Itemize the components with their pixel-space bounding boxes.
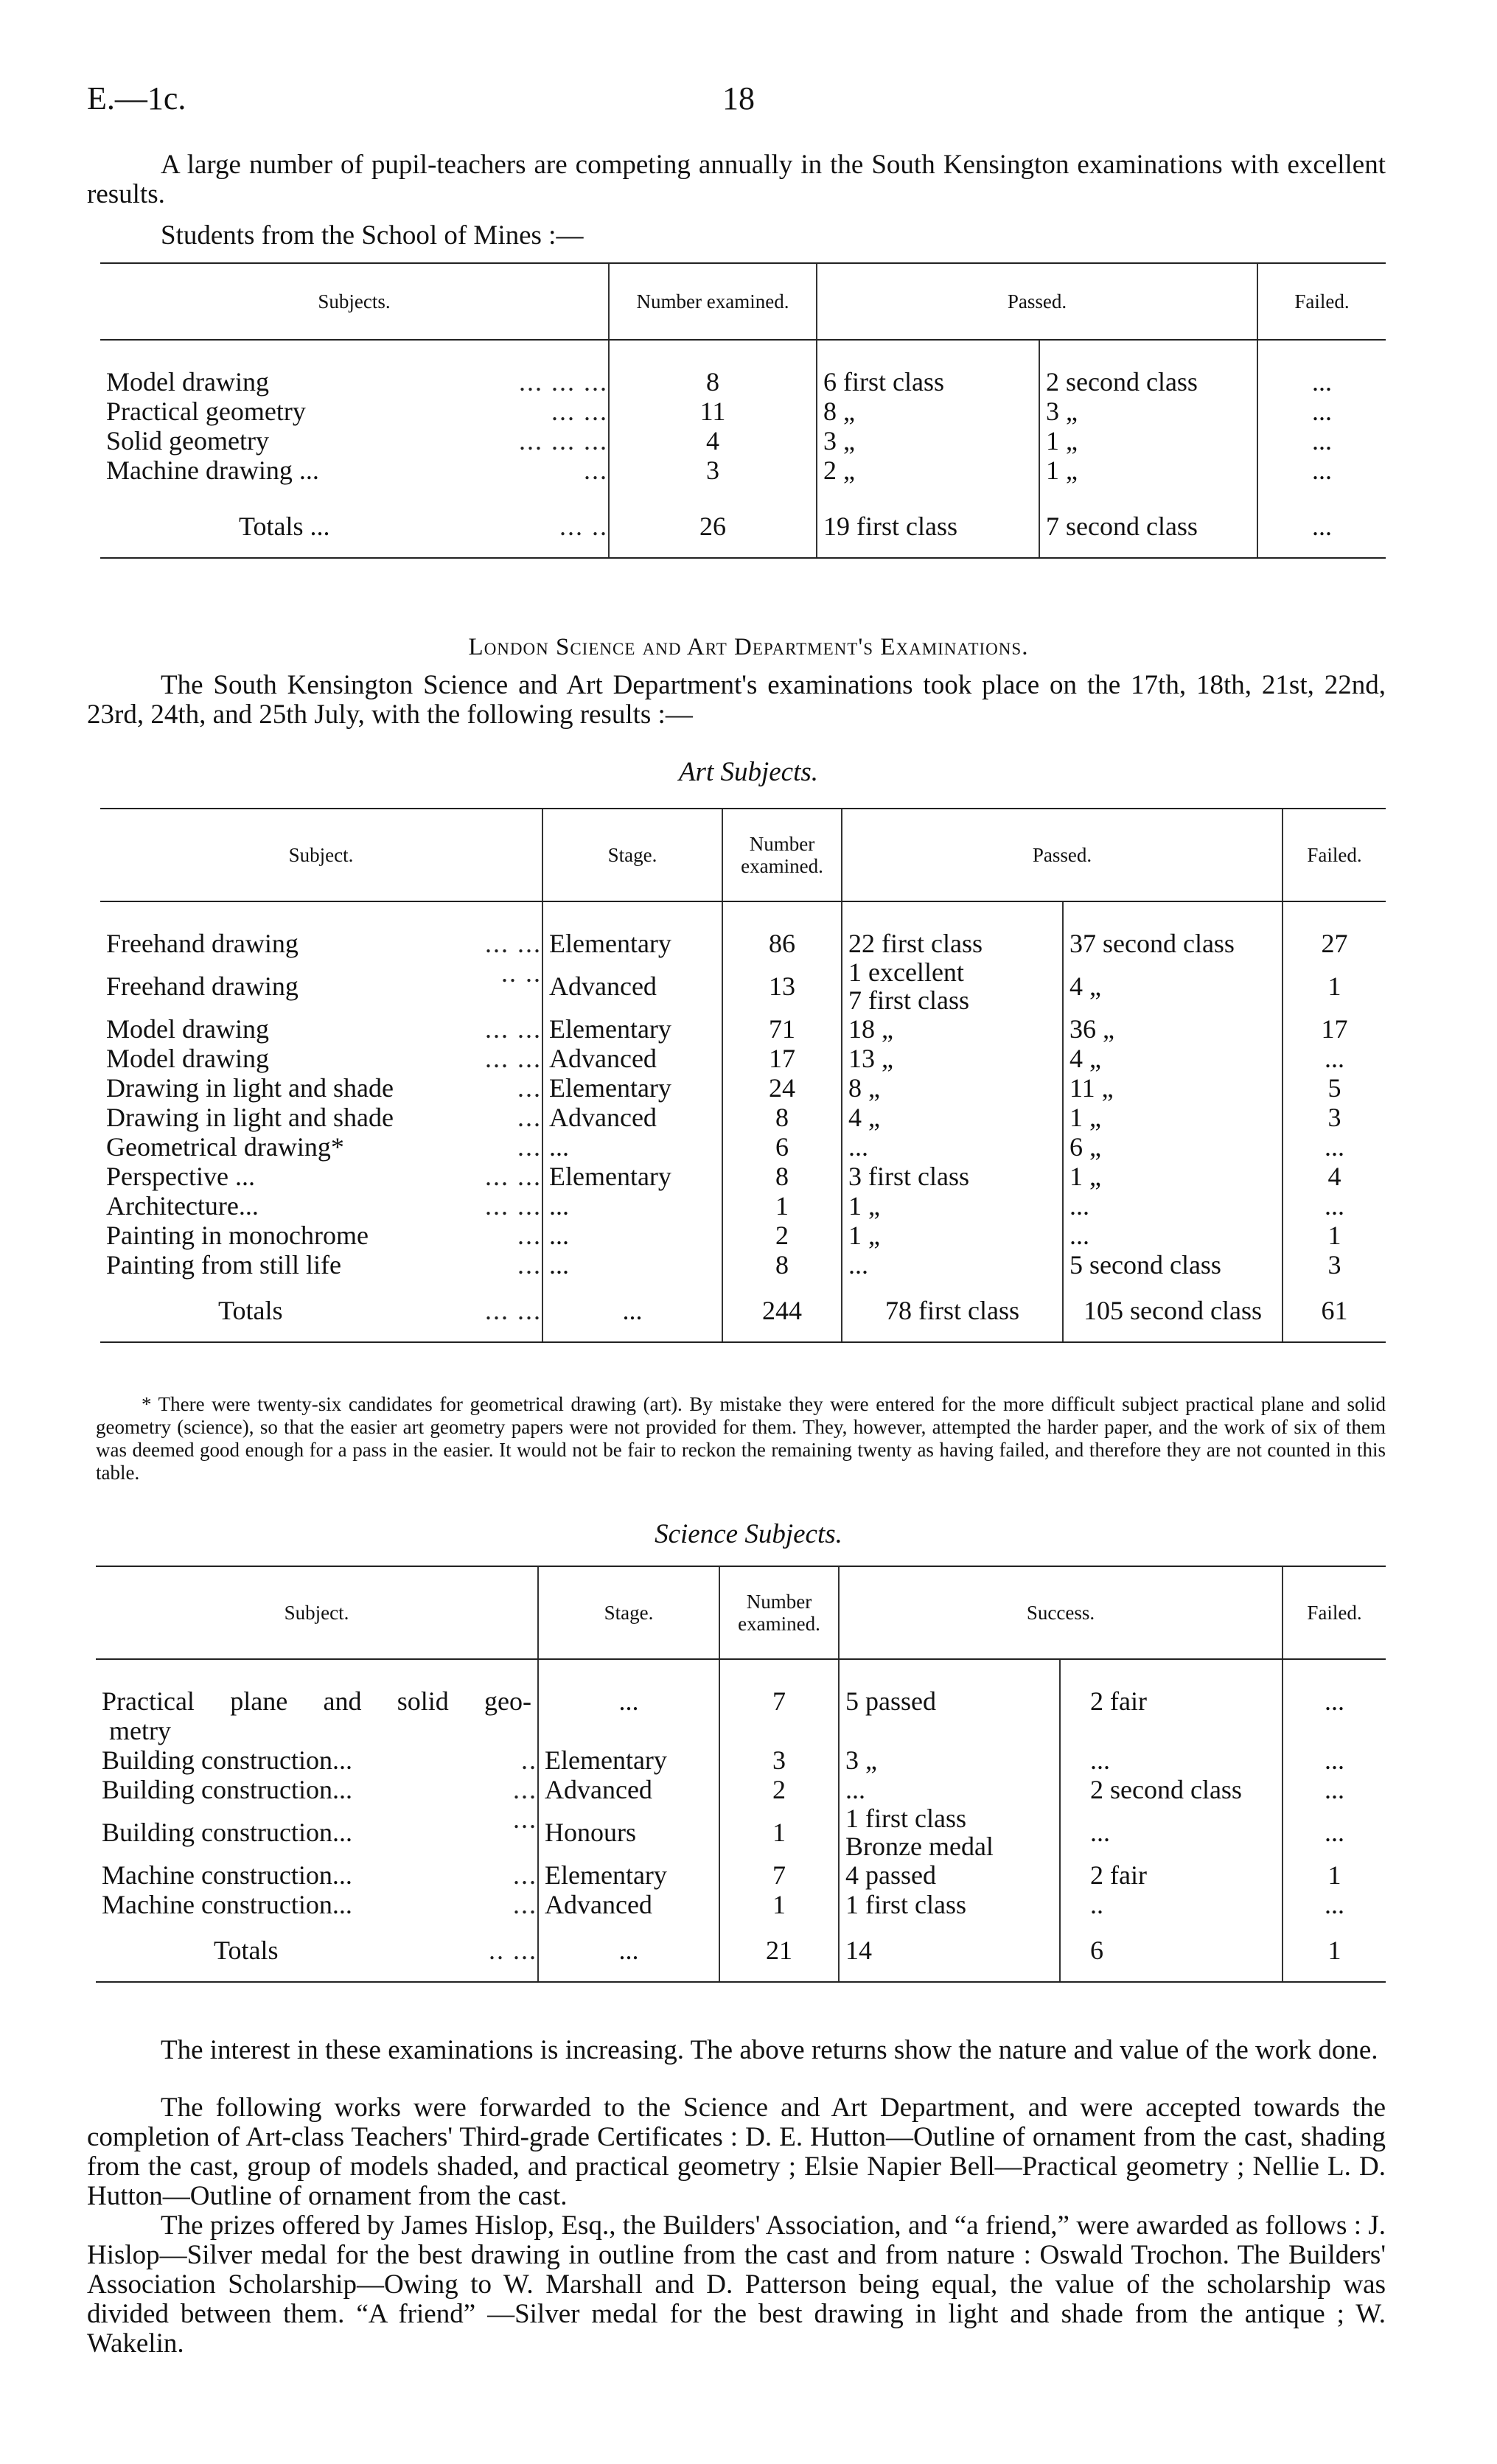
row-dots: ... ... (485, 1162, 542, 1191)
row-stage: Advanced (542, 1044, 722, 1073)
row-stage: Elementary (538, 1860, 719, 1890)
row-success-1: 4 passed (839, 1860, 1060, 1890)
closing-paragraph-1: The interest in these examinations is increasing. The above returns show the nature and value of the work done. (161, 2035, 1378, 2065)
row-stage: Elementary (542, 929, 722, 958)
row-second-class: ... (1063, 1221, 1283, 1250)
row-number: 86 (722, 929, 842, 958)
row-number: 17 (722, 1044, 842, 1073)
col-header-number: Number examined. (722, 809, 842, 901)
row-failed: ... (1283, 1890, 1386, 1919)
totals-dots: ... .. (559, 512, 608, 541)
row-dots: ... (517, 1103, 542, 1132)
row-dots: ... (517, 1132, 542, 1162)
row-first-class: 4 „ (842, 1103, 1063, 1132)
row-success-2: .. (1060, 1890, 1283, 1919)
document-code: E.—1c. (87, 80, 186, 116)
row-first-class: 1 „ (842, 1221, 1063, 1250)
table-row (100, 1191, 1386, 1221)
mines-table (100, 262, 1386, 559)
col-header-number: Number examined. (609, 263, 817, 340)
row-failed: 1 (1283, 1221, 1386, 1250)
row-stage: Advanced (538, 1775, 719, 1804)
col-header-stage: Stage. (538, 1566, 719, 1659)
row-stage: Advanced (542, 958, 722, 1014)
row-dots: ... (517, 1221, 542, 1250)
col-header-subject: Subject. (100, 809, 542, 901)
col-header-failed: Failed. (1283, 1566, 1386, 1659)
row-first-class: 8 „ (842, 1073, 1063, 1103)
row-failed: ... (1283, 1775, 1386, 1804)
row-first-class (842, 958, 1063, 1014)
row-subject: Practical geometry (106, 397, 306, 426)
row-number: 3 (719, 1745, 839, 1775)
row-second-class: 6 „ (1063, 1132, 1283, 1162)
row-number: 1 (719, 1890, 839, 1919)
row-number: 8 (722, 1162, 842, 1191)
row-number: 1 (722, 1191, 842, 1221)
science-subjects-title: Science Subjects. (655, 1519, 842, 1549)
row-dots: ... ... (485, 1044, 542, 1073)
row-number: 8 (722, 1103, 842, 1132)
row-subject: Machine construction... (102, 1890, 352, 1919)
row-number: 2 (719, 1775, 839, 1804)
totals-row (100, 512, 1386, 558)
row-number: 8 (722, 1250, 842, 1280)
row-dots: ... (513, 1775, 537, 1804)
row-first-class-line-2: 7 first class (848, 985, 969, 1015)
row-dots: ... ... ... (519, 426, 608, 456)
table-row (100, 456, 1386, 485)
totals-number: 26 (609, 512, 817, 558)
table-row (100, 1044, 1386, 1073)
page-number: 18 (722, 80, 755, 116)
totals-stage: ... (538, 1919, 719, 1981)
row-stage: ... (542, 1191, 722, 1221)
totals-label: Totals ... (239, 512, 330, 541)
row-dots: ... (513, 1890, 537, 1919)
row-failed: ... (1283, 1745, 1386, 1775)
row-success-2: 2 fair (1060, 1686, 1283, 1745)
totals-second: 105 second class (1063, 1280, 1283, 1341)
row-second-class: 37 second class (1063, 929, 1283, 958)
row-dots: ... ... ... (519, 367, 608, 397)
row-dots: ... ... (485, 929, 542, 958)
row-number: 1 (719, 1804, 839, 1860)
totals-first: 78 first class (842, 1280, 1063, 1341)
table-row (96, 1686, 1386, 1745)
art-table (100, 808, 1386, 1343)
col-header-passed: Passed. (817, 263, 1257, 340)
row-subject: Machine construction... (102, 1860, 352, 1890)
totals-first: 19 first class (817, 512, 1039, 558)
table-row (96, 1745, 1386, 1775)
mines-intro: Students from the School of Mines :— (161, 220, 584, 251)
row-stage: Elementary (538, 1745, 719, 1775)
row-success-2: ... (1060, 1745, 1283, 1775)
row-first-class: 6 first class (817, 367, 1039, 397)
row-subject: Solid geometry (106, 426, 269, 456)
row-number: 2 (722, 1221, 842, 1250)
row-failed: ... (1283, 1686, 1386, 1745)
table-header-row (96, 1566, 1386, 1659)
row-second-class: 2 second class (1039, 367, 1257, 397)
table-row (100, 1221, 1386, 1250)
row-failed: 27 (1283, 929, 1386, 958)
totals-number: 244 (722, 1280, 842, 1341)
row-first-class: 18 „ (842, 1014, 1063, 1044)
row-stage: ... (542, 1250, 722, 1280)
closing-paragraph-3: The prizes offered by James Hislop, Esq., the Builders' Association, and “a friend,” were awarded as follows : J. Hislop—Silver medal for the best drawing in outline from the cast and from nature : Oswald Trochon. The Builders' Association Scholarship—Owing to W. Marshall and D. Patterson being equal, the value of the scholarship was divided between them. “A friend” —Silver medal for the best drawing in light and shade from the antique ; W. Wakelin. (87, 2210, 1386, 2359)
row-subject: Building construction... (102, 1775, 352, 1804)
col-header-stage: Stage. (542, 809, 722, 901)
row-dots: ... ... (485, 1191, 542, 1221)
col-header-subject: Subject. (96, 1566, 538, 1659)
row-subject: Painting from still life (106, 1250, 341, 1280)
totals-second: 7 second class (1039, 512, 1257, 558)
row-dots: ... (517, 1250, 542, 1280)
totals-label: Totals (214, 1936, 279, 1965)
col-header-failed: Failed. (1283, 809, 1386, 901)
london-paragraph: The South Kensington Science and Art Department's examinations took place on the 17th, 18th, 21st, 22nd, 23rd, 24th, and 25th July, with the following results :— (87, 670, 1386, 730)
row-subject: Building construction... (102, 1818, 352, 1847)
row-second-class: 1 „ (1039, 426, 1257, 456)
totals-s1: 14 (839, 1919, 1060, 1981)
row-subject: Machine drawing ... (106, 456, 319, 485)
row-subject: Building construction... (102, 1745, 352, 1775)
closing-paragraph-2: The following works were forwarded to the Science and Art Department, and were accepted towards the completion of Art-class Teachers' Third-grade Certificates : D. E. Hutton—Outline of ornament from the cast, shading from the cast, group of models shaded, and practical geometry ; Elsie Napier Bell—Practical geometry ; Nellie L. D. Hutton—Outline of ornament from the cast. (87, 2093, 1386, 2211)
row-second-class: ... (1063, 1191, 1283, 1221)
row-subject: Freehand drawing (106, 929, 299, 958)
intro-paragraph: A large number of pupil-teachers are competing annually in the South Kensington examinations with excellent results. (87, 150, 1386, 209)
row-failed: ... (1283, 1191, 1386, 1221)
row-first-class: 22 first class (842, 929, 1063, 958)
row-dots: ... (517, 1073, 542, 1103)
row-number: 24 (722, 1073, 842, 1103)
table-row (100, 929, 1386, 958)
row-dots: .. (521, 1745, 537, 1775)
art-footnote: * There were twenty-six candidates for geometrical drawing (art). By mistake they were entered for the more difficult subject practical plane and solid geometry (science), so that the easier art geometry papers were not provided for them. They, however, attempted the harder paper, and the work of six of them was deemed good enough for a pass in the easier. It would not be fair to reckon the remaining twenty as having failed, and therefore they are not counted in this table. (96, 1393, 1386, 1484)
row-number: 7 (719, 1686, 839, 1745)
row-dots: ... ... (551, 397, 608, 426)
col-header-number: Number examined. (719, 1566, 839, 1659)
row-success-1: 1 first class (839, 1890, 1060, 1919)
totals-failed: 61 (1283, 1280, 1386, 1341)
row-failed: 3 (1283, 1250, 1386, 1280)
table-header-row (100, 809, 1386, 901)
row-stage: ... (542, 1132, 722, 1162)
row-failed: 5 (1283, 1073, 1386, 1103)
row-first-class: 3 first class (842, 1162, 1063, 1191)
row-second-class: 1 „ (1063, 1103, 1283, 1132)
row-subject: Drawing in light and shade (106, 1073, 394, 1103)
totals-failed: ... (1257, 512, 1386, 558)
row-first-class: 13 „ (842, 1044, 1063, 1073)
row-subject: Practical plane and solid geo- (102, 1686, 531, 1716)
row-failed: ... (1257, 426, 1386, 456)
row-success-1: 3 „ (839, 1745, 1060, 1775)
row-number: 8 (609, 367, 817, 397)
row-failed: 17 (1283, 1014, 1386, 1044)
section-heading-london: London Science and Art Department's Examinations. (468, 634, 1029, 660)
row-failed: 1 (1283, 1860, 1386, 1890)
row-subject: Model drawing (106, 367, 269, 397)
row-dots: ... (584, 456, 608, 485)
totals-stage: ... (542, 1280, 722, 1341)
row-failed: 1 (1283, 958, 1386, 1014)
row-dots: ... (513, 1804, 537, 1834)
row-stage: Advanced (542, 1103, 722, 1132)
row-success-1: ... (839, 1775, 1060, 1804)
table-row (100, 426, 1386, 456)
table-row (100, 1103, 1386, 1132)
totals-row (100, 1280, 1386, 1341)
row-second-class: 4 „ (1063, 1044, 1283, 1073)
row-stage: ... (542, 1221, 722, 1250)
row-stage: Honours (538, 1804, 719, 1860)
row-failed: ... (1257, 397, 1386, 426)
table-row (100, 1250, 1386, 1280)
row-subject: Architecture... (106, 1191, 259, 1221)
row-failed: ... (1283, 1132, 1386, 1162)
table-row (96, 1860, 1386, 1890)
row-number: 71 (722, 1014, 842, 1044)
row-success-2: 2 fair (1060, 1860, 1283, 1890)
row-second-class: 5 second class (1063, 1250, 1283, 1280)
row-first-class: 8 „ (817, 397, 1039, 426)
row-success-line-1: 1 first class (845, 1804, 966, 1833)
table-row (96, 1775, 1386, 1804)
row-first-class: ... (842, 1132, 1063, 1162)
row-second-class: 3 „ (1039, 397, 1257, 426)
row-stage: Advanced (538, 1890, 719, 1919)
row-second-class: 1 „ (1039, 456, 1257, 485)
table-row (96, 1804, 1386, 1860)
row-second-class: 4 „ (1063, 958, 1283, 1014)
row-first-class: 2 „ (817, 456, 1039, 485)
row-number: 3 (609, 456, 817, 485)
table-row (100, 1073, 1386, 1103)
row-failed: 4 (1283, 1162, 1386, 1191)
table-row (100, 958, 1386, 1014)
row-first-class: 3 „ (817, 426, 1039, 456)
table-row (100, 1132, 1386, 1162)
table-row (100, 1162, 1386, 1191)
row-success-2: ... (1060, 1804, 1283, 1860)
page-header (87, 80, 1384, 124)
row-failed: ... (1257, 456, 1386, 485)
totals-dots: ... ... (485, 1296, 542, 1325)
col-header-subjects: Subjects. (100, 263, 609, 340)
row-dots: ... ... (485, 1014, 542, 1044)
row-stage: Elementary (542, 1073, 722, 1103)
col-header-passed: Passed. (842, 809, 1283, 901)
row-stage: ... (538, 1686, 719, 1745)
table-row (100, 367, 1386, 397)
row-subject: Freehand drawing (106, 971, 299, 1001)
row-first-class: ... (842, 1250, 1063, 1280)
row-success-1 (839, 1804, 1060, 1860)
row-second-class: 11 „ (1063, 1073, 1283, 1103)
row-subject: Model drawing (106, 1014, 269, 1044)
row-stage: Elementary (542, 1014, 722, 1044)
row-stage: Elementary (542, 1162, 722, 1191)
totals-s2: 6 (1060, 1919, 1283, 1981)
row-number: 6 (722, 1132, 842, 1162)
table-row (96, 1890, 1386, 1919)
col-header-success: Success. (839, 1566, 1283, 1659)
row-failed: 3 (1283, 1103, 1386, 1132)
row-dots: ... (513, 1860, 537, 1890)
row-second-class: 1 „ (1063, 1162, 1283, 1191)
row-first-class-line-1: 1 excellent (848, 957, 964, 987)
row-second-class: 36 „ (1063, 1014, 1283, 1044)
row-number: 4 (609, 426, 817, 456)
row-number: 11 (609, 397, 817, 426)
row-success-2: 2 second class (1060, 1775, 1283, 1804)
totals-label: Totals (218, 1296, 283, 1325)
row-dots: .. .. (501, 958, 542, 988)
row-success-line-2: Bronze medal (845, 1832, 994, 1861)
totals-failed: 1 (1283, 1919, 1386, 1981)
totals-row (96, 1919, 1386, 1981)
totals-number: 21 (719, 1919, 839, 1981)
row-subject: Drawing in light and shade (106, 1103, 394, 1132)
row-success-1: 5 passed (839, 1686, 1060, 1745)
row-failed: ... (1257, 367, 1386, 397)
row-first-class: 1 „ (842, 1191, 1063, 1221)
row-subject: Perspective ... (106, 1162, 255, 1191)
table-row (100, 1014, 1386, 1044)
table-row (100, 397, 1386, 426)
row-failed: ... (1283, 1804, 1386, 1860)
row-number: 7 (719, 1860, 839, 1890)
table-header-row (100, 263, 1386, 340)
totals-dots: .. ... (489, 1936, 537, 1965)
col-header-failed: Failed. (1257, 263, 1386, 340)
row-number: 13 (722, 958, 842, 1014)
row-subject: Geometrical drawing* (106, 1132, 344, 1162)
science-table (96, 1566, 1386, 1983)
art-subjects-title: Art Subjects. (678, 757, 819, 787)
row-failed: ... (1283, 1044, 1386, 1073)
row-subject-cont: metry (109, 1716, 171, 1745)
row-subject: Model drawing (106, 1044, 269, 1073)
row-subject: Painting in monochrome (106, 1221, 369, 1250)
